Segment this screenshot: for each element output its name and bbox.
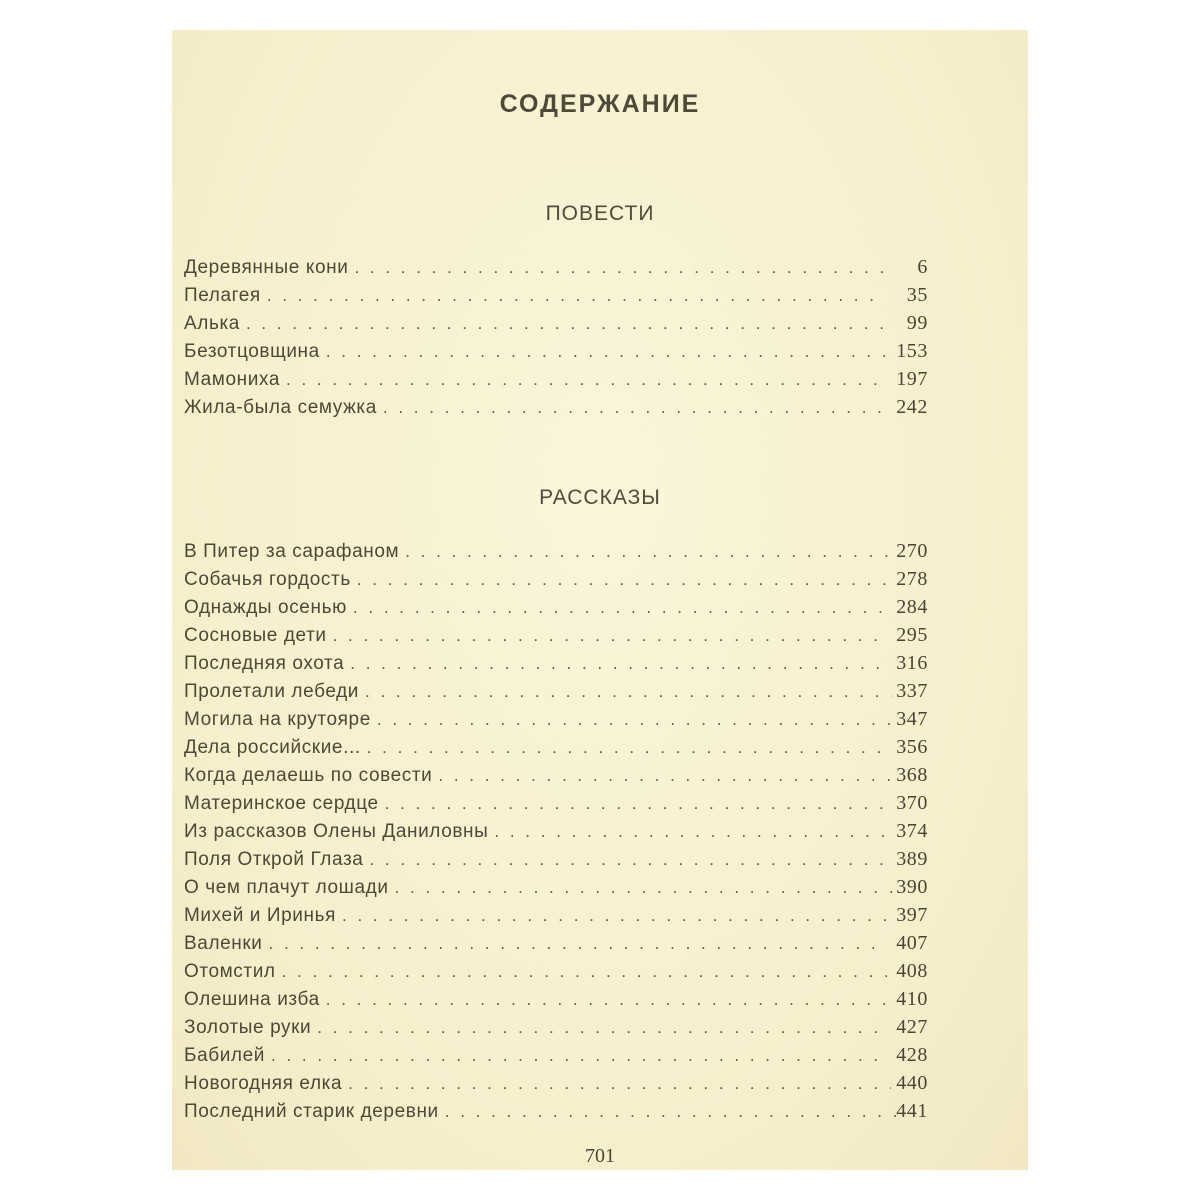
dot-leader <box>326 338 890 366</box>
toc-entry <box>184 337 928 365</box>
toc-entry-title: Валенки <box>184 933 263 954</box>
toc-entry <box>184 733 928 761</box>
toc-entry <box>184 761 928 789</box>
toc-entry-title: Новогодняя елка <box>184 1073 343 1094</box>
toc-entry-title: Дела российские... <box>184 737 361 758</box>
dot-leader <box>282 958 887 986</box>
toc-entry-page: 99 <box>906 312 928 334</box>
dot-leader <box>369 846 892 874</box>
section-heading-rasskazy: РАССКАЗЫ <box>539 486 661 509</box>
toc-entry-page: 6 <box>917 256 928 278</box>
toc-entry-page: 410 <box>896 988 928 1010</box>
dot-leader <box>365 678 892 706</box>
dot-leader <box>353 594 892 622</box>
dot-leader <box>271 1042 886 1070</box>
toc-entry-page: 389 <box>896 848 928 870</box>
toc-entry-page: 295 <box>896 624 928 646</box>
toc-entry-title: Сосновые дети <box>184 625 327 646</box>
toc-entry-page: 440 <box>896 1072 928 1094</box>
toc-entry-page: 428 <box>896 1044 928 1066</box>
toc-entry-page: 35 <box>906 284 928 306</box>
toc-entry <box>184 957 928 985</box>
toc-entry-title: Последний старик деревни <box>184 1101 439 1122</box>
toc-entry-title: Пелагея <box>184 285 261 306</box>
toc-entry <box>184 621 928 649</box>
toc-entry-page: 278 <box>896 568 928 590</box>
dot-leader <box>385 790 894 818</box>
toc-entry <box>184 845 928 873</box>
toc-entry <box>184 281 928 309</box>
dot-leader <box>348 1070 891 1098</box>
dot-leader <box>269 930 887 958</box>
toc-entry-title: Однажды осенью <box>184 597 347 618</box>
toc-entry-title: Михей и Иринья <box>184 905 336 926</box>
book-page <box>172 30 1028 1170</box>
toc-entry-title: В Питер за сарафаном <box>184 541 400 562</box>
toc-entry <box>184 705 928 733</box>
dot-leader <box>405 538 895 566</box>
toc-entry-title: Жила-была семужка <box>184 397 377 418</box>
dot-leader <box>438 762 896 790</box>
toc-entry-page: 390 <box>896 876 928 898</box>
toc-entry-page: 197 <box>896 368 928 390</box>
toc-entry-title: Деревянные кони <box>184 257 349 278</box>
toc-entry-page: 368 <box>896 764 928 786</box>
toc-entry-title: Когда делаешь по совести <box>184 765 433 786</box>
toc-entry <box>184 309 928 337</box>
dot-leader <box>267 282 886 310</box>
toc-entry-page: 408 <box>896 960 928 982</box>
toc-entry-title: Материнское сердце <box>184 793 379 814</box>
toc-entry <box>184 985 928 1013</box>
toc-entry-page: 441 <box>896 1100 928 1122</box>
dot-leader <box>357 566 892 594</box>
dot-leader <box>246 310 885 338</box>
toc-entry-page: 270 <box>896 540 928 562</box>
toc-list-rasskazy <box>184 537 928 1125</box>
toc-entry <box>184 1097 928 1125</box>
toc-entry-page: 374 <box>896 820 928 842</box>
dot-leader <box>395 874 895 902</box>
dot-leader <box>445 1098 896 1126</box>
toc-entry-title: Мамониха <box>184 369 280 390</box>
dot-leader <box>333 622 891 650</box>
toc-entry <box>184 565 928 593</box>
toc-entry <box>184 593 928 621</box>
toc-entry <box>184 649 928 677</box>
dot-leader <box>354 254 891 282</box>
section-heading-povesti: ПОВЕСТИ <box>545 202 655 225</box>
dot-leader <box>367 734 893 762</box>
toc-entry-title: Безотцовщина <box>184 341 320 362</box>
toc-entry <box>184 873 928 901</box>
toc-list-povesti <box>184 253 928 421</box>
dot-leader <box>350 650 891 678</box>
toc-entry-page: 337 <box>896 680 928 702</box>
toc-entry-page: 347 <box>896 708 928 730</box>
toc-entry-page: 370 <box>896 792 928 814</box>
dot-leader <box>494 818 896 846</box>
toc-entry <box>184 901 928 929</box>
toc-entry-page: 316 <box>896 652 928 674</box>
dot-leader <box>377 706 893 734</box>
toc-entry <box>184 789 928 817</box>
toc-entry-title: Золотые руки <box>184 1017 312 1038</box>
toc-entry <box>184 1069 928 1097</box>
dot-leader <box>326 986 890 1014</box>
toc-entry-page: 242 <box>896 396 928 418</box>
toc-entry-title: Могила на крутояре <box>184 709 371 730</box>
toc-entry-page: 397 <box>896 904 928 926</box>
toc-entry-title: Собачья гордость <box>184 569 351 590</box>
toc-entry-title: Из рассказов Олены Даниловны <box>184 821 489 842</box>
dot-leader <box>383 394 894 422</box>
toc-entry <box>184 1041 928 1069</box>
toc-entry-title: О чем плачут лошади <box>184 877 389 898</box>
toc-entry <box>184 929 928 957</box>
toc-entry <box>184 393 928 421</box>
toc-entry-page: 427 <box>896 1016 928 1038</box>
toc-entry-title: Олешина изба <box>184 989 320 1010</box>
toc-entry <box>184 1013 928 1041</box>
dot-leader <box>317 1014 889 1042</box>
toc-entry-title: Поля Открой Глаза <box>184 849 364 870</box>
toc-entry <box>184 817 928 845</box>
toc-entry-title: Бабилей <box>184 1045 265 1066</box>
toc-entry-title: Алька <box>184 313 240 334</box>
toc-entry-title: Отомстил <box>184 961 276 982</box>
toc-entry <box>184 537 928 565</box>
toc-entry-page: 284 <box>896 596 928 618</box>
toc-entry <box>184 253 928 281</box>
toc-entry-page: 356 <box>896 736 928 758</box>
toc-entry-page: 407 <box>896 932 928 954</box>
contents-title: СОДЕРЖАНИЕ <box>499 90 701 118</box>
toc-entry-page: 153 <box>896 340 928 362</box>
page-number: 701 <box>585 1145 615 1167</box>
toc-entry-title: Пролетали лебеди <box>184 681 359 702</box>
toc-entry <box>184 365 928 393</box>
toc-entry-title: Последняя охота <box>184 653 345 674</box>
dot-leader <box>286 366 887 394</box>
toc-entry <box>184 677 928 705</box>
dot-leader <box>342 902 891 930</box>
